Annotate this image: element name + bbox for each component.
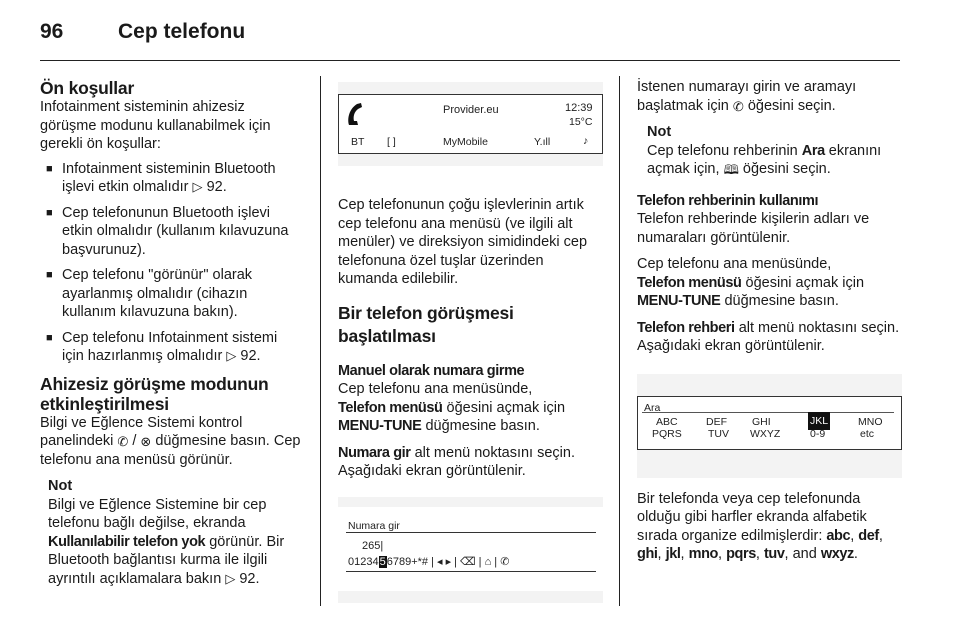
section-heading-call: Bir telefon görüşmesi başlatılması [338, 302, 514, 346]
activate-text: Bilgi ve Eğlence Sistemi kontrol panelindeki ✆ / ⊗ düğmesine basın. Cep telefonu ana menüsü görünür. [40, 414, 301, 468]
intro-text: Cep telefonunun çoğu işlevlerinin artık cep telefonu ana menüsü (ve ilgili alt menüler) ve direksiyon simidindeki cep telefonuna özel tuşlar üzerinden kumanda edilebilir. [338, 197, 588, 287]
manual-text: Cep telefonu ana menüsünde, Telefon menüsü öğesini açmak için MENU-TUNE düğmesine basın. [338, 381, 566, 434]
screen-title: Numara gir [348, 519, 400, 532]
mute-icon: ⊗ [140, 434, 152, 449]
phonebook-text-1: Telefon rehberinde kişilerin adları ve numaraları görüntülenir. [637, 211, 870, 246]
letter-group: DEF [706, 415, 727, 428]
search-screen-image [637, 374, 902, 478]
screen-title: Ara [644, 401, 661, 414]
digit-row: 0123456789+*# | ◂ ▸ | ⌫ | ⌂ | ✆ [348, 555, 510, 568]
dial-text: İstenen numarayı girin ve aramayı başlatmak için ✆ öğesini seçin. [637, 79, 857, 114]
subheading-manual: Manuel olarak numara girme [338, 362, 525, 379]
phone-icon: ✆ [117, 434, 129, 449]
prereq-list [40, 160, 302, 366]
signal-icon: Y.ıll [534, 136, 551, 148]
list-item: ■ Infotainment sisteminin Bluetooth işlevi etkin olmalıdır ▷ 92. [46, 160, 302, 197]
entered-number: 265| [362, 539, 384, 552]
header-rule [40, 60, 900, 61]
phonebook-text-2: Cep telefonu ana menüsünde, Telefon menüsü öğesini açmak için MENU-TUNE düğmesine basın. [637, 256, 865, 309]
note: Not Bilgi ve Eğlence Sistemine bir cep telefonu bağlı değilse, ekranda Kullanılabilir telefon yok görünür. Bir Bluetooth bağlantısı kurma ile ilgili ayrıntılı açıklamalara bakın ▷ 92. [48, 478, 285, 587]
letter-group: ABC [656, 415, 678, 428]
ref-arrow-icon: ▷ [225, 570, 236, 586]
number-entry-text: Numara gir alt menü noktasını seçin. Aşağıdaki ekran görüntülenir. [338, 444, 575, 479]
letter-group: TUV [708, 427, 729, 440]
letter-group: etc [860, 427, 875, 440]
column-3 [637, 78, 907, 564]
column-divider [320, 76, 321, 606]
list-item: ■ Cep telefonunun Bluetooth işlevi etkin olmalıdır (kullanım kılavuzuna başvurunuz). [46, 204, 302, 260]
bt-brackets: [ ] [387, 136, 396, 148]
section-heading-prereq: Ön koşullar [40, 78, 135, 98]
prereq-intro: Infotainment sisteminin ahizesiz görüşme modunu kullanabilmek için gerekli ön koşullar: [40, 99, 271, 152]
handset-icon [345, 101, 367, 127]
clock: 12:39 [565, 102, 593, 114]
column-2 [338, 82, 603, 603]
page-title: Cep telefonu [118, 20, 246, 43]
phonebook-text-3: Telefon rehberi alt menü noktasını seçin. Aşağıdaki ekran görüntülenir. [637, 319, 900, 354]
bt-label: BT [351, 136, 365, 148]
provider-label: Provider.eu [443, 104, 499, 116]
audio-icon: ♪ [583, 135, 589, 147]
ref-arrow-icon: ▷ [192, 179, 203, 194]
letter-group-selected: JKL [808, 412, 830, 431]
alphabet-text: Bir telefonda veya cep telefonunda olduğu gibi harfler ekranda alfabetik sırada organize edilmişlerdir: abc, def, ghi, jkl, mno, pqrs, tuv, and wxyz. [637, 490, 883, 562]
number-entry-screen-image [338, 497, 603, 603]
letter-group: 0-9 [810, 427, 826, 440]
letter-group: PQRS [652, 427, 682, 440]
temperature: 15°C [569, 116, 593, 128]
letter-group: GHI [752, 415, 771, 428]
ref-arrow-icon: ▷ [226, 348, 237, 363]
column-1 [40, 78, 302, 588]
column-divider [619, 76, 620, 606]
page-number: 96 [40, 20, 64, 43]
subheading-phonebook: Telefon rehberinin kullanımı [637, 192, 819, 209]
book-icon: 🕮 [723, 162, 739, 177]
list-item: ■ Cep telefonu Infotainment sistemi için hazırlanmış olmalıdır ▷ 92. [46, 329, 302, 366]
control-icons: | ◂ ▸ | ⌫ | ⌂ | ✆ [431, 555, 510, 568]
selected-digit: 5 [379, 555, 386, 568]
main-menu-screen-image [338, 82, 603, 166]
list-item: ■ Cep telefonu "görünür" olarak ayarlanmış olmalıdır (cihazın kullanım kılavuzuna bakın). [46, 266, 302, 322]
note: Not Cep telefonu rehberinin Ara ekranını açmak için, 🕮 öğesini seçin. [647, 124, 882, 177]
mobile-label: MyMobile [443, 136, 488, 148]
letter-group: WXYZ [750, 427, 781, 440]
section-heading-activate: Ahizesiz görüşme modunun etkinleştirilmesi [40, 373, 269, 414]
phone-icon: ✆ [732, 98, 744, 114]
letter-group: MNO [858, 415, 883, 428]
